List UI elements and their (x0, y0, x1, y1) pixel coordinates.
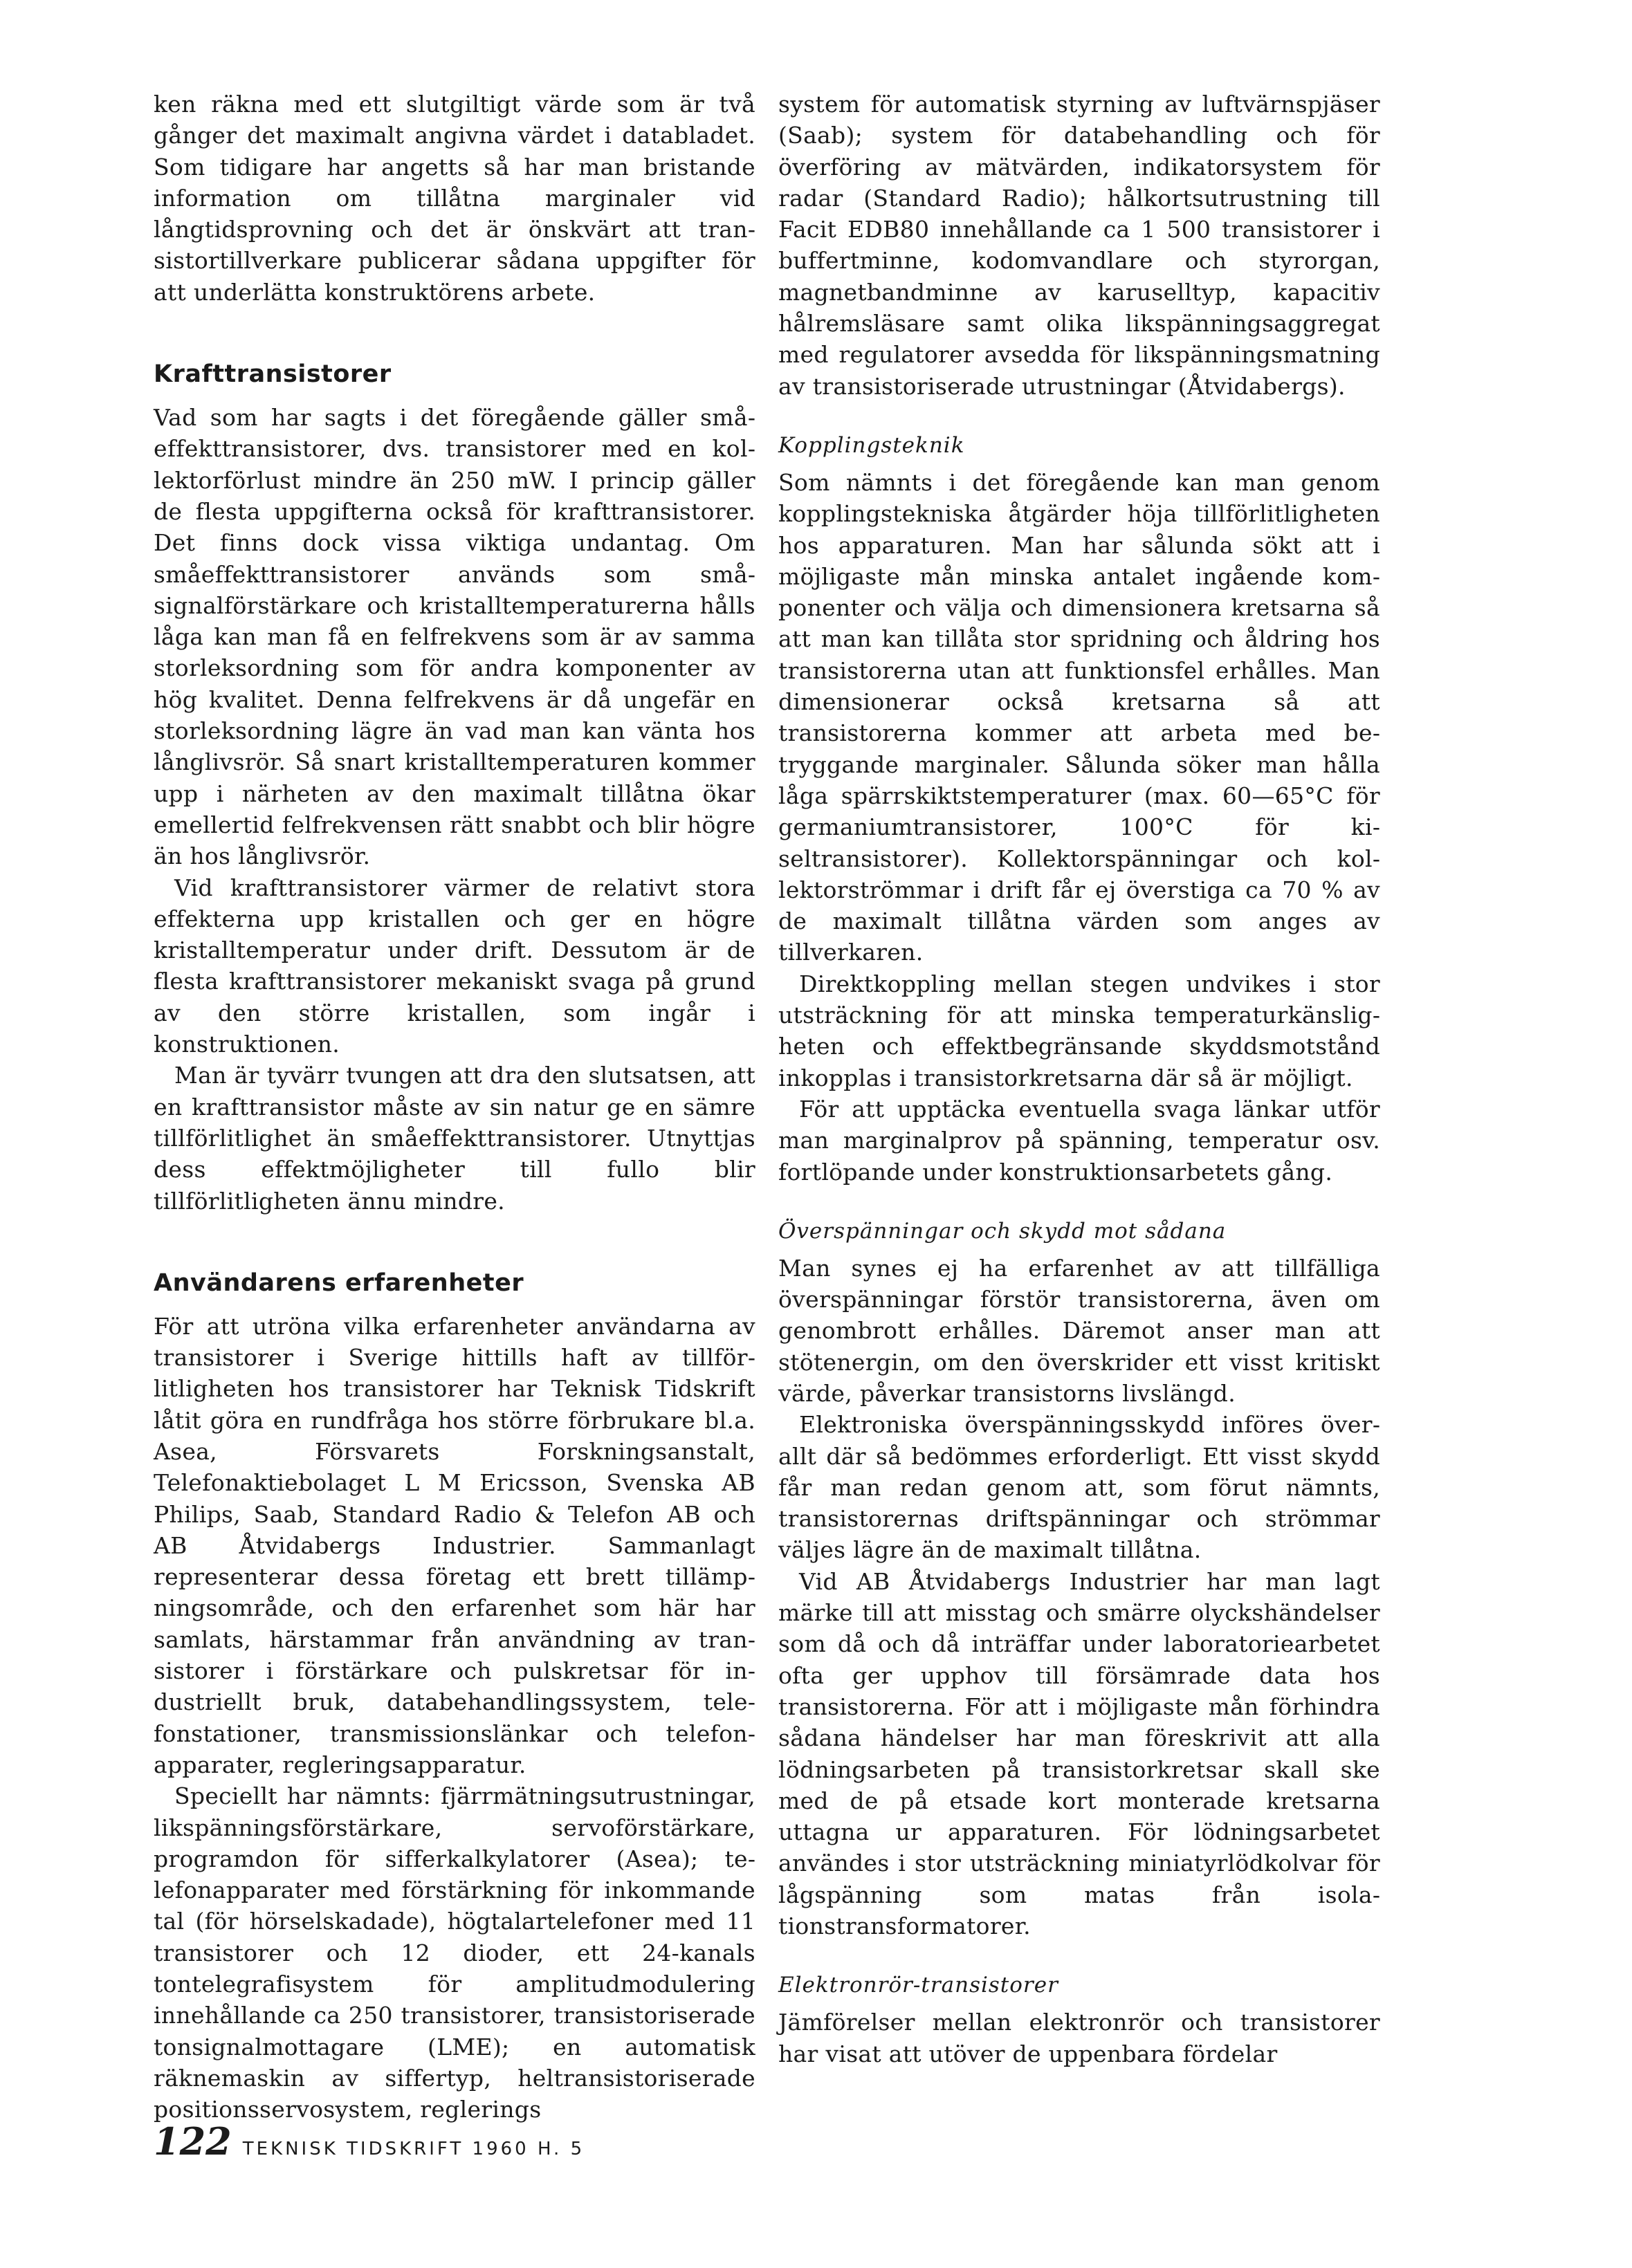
page-number: 122 (154, 2119, 232, 2164)
left-column (154, 89, 755, 2126)
paragraph: Speciellt har nämnts: fjärrmätningsutrustningar, likspänningsförstärkare, servoförstärkare, programdon för sifferkalkylatorer (Asea); telefonapparater med förstärkning för inkommande tal (för hörselskadade), högtalartelefoner med 11 transistorer och 12 dioder, ett 24-kanals tontelegrafisystem för amplitudmodulering innehållande ca 250 transistorer, transistoriserade tonsignalmottagare (LME); en automatisk räknemaskin av siffertyp, heltransistoriserade positionsservosystem, reglerings (154, 1782, 755, 2123)
paragraph: Vad som har sagts i det föregående gäller småeffekttransistorer, dvs. transistorer med en kollektorförlust mindre än 250 mW. I princip gäller de flesta uppgifterna också för krafttransistorer. Det finns dock vissa viktiga undantag. Om småeffekttransistorer används som småsignalförstärkare och kristalltemperaturerna hålls låga kan man få en felfrekvens som är av samma storleksordning som för andra komponenter av hög kvalitet. Denna felfrekvens är då ungefär en storleksordning lägre än vad man kan vänta hos långlivsrör. Så snart kristalltemperaturen kommer upp i närheten av den maximalt tillåtna ökar emellertid felfrekvensen rätt snabbt och blir högre än hos långlivsrör. (154, 404, 755, 870)
paragraph: Elektroniska överspänningsskydd införes överallt där så bedömmes erforderligt. Ett visst skydd får man redan genom att, som förut nämnts, transistorernas driftspänningar och strömmar väljes lägre än de maximalt tillåtna. (778, 1411, 1380, 1564)
paragraph: Man är tyvärr tvungen att dra den slutsatsen, att en krafttransistor måste av sin natur ge en sämre tillförlitlighet än småeffekttransistorer. Utnyttjas dess effektmöjligheter till fullo blir tillförlitligheten ännu mindre. (154, 1062, 755, 1215)
subheading-kopplingsteknik: Kopplingsteknik (778, 432, 965, 458)
paragraph: ken räkna med ett slutgiltigt värde som är två gånger det maximalt angivna värdet i databladet. Som tidigare har angetts så har man bristande information om tillåtna marginaler vid långtidsprovning och det är önskvärt att transistortillverkare publicerar sådana uppgifter för att underlätta konstruktörens arbete. (154, 91, 755, 306)
right-column (778, 89, 1380, 2069)
paragraph: För att upptäcka eventuella svaga länkar utför man marginalprov på spänning, temperatur osv. fortlöpande under konstruktionsarbetets gång. (778, 1095, 1380, 1186)
paragraph: system för automatisk styrning av luftvärnspjäser (Saab); system för databehandling och för överföring av mätvärden, indikatorsystem för radar (Standard Radio); hålkortsutrustning till Facit EDB80 innehållande ca 1 500 transistorer i buffertminne, kodomvandlare och styrorgan, magnetbandminne av karuselltyp, kapacitiv hålremsläsare samt olika likspänningsaggregat med regulatorer avsedda för likspänningsmatning av transistoriserade utrustningar (Åtvidabergs). (778, 91, 1380, 400)
journal-citation: TEKNISK TIDSKRIFT 1960 H. 5 (242, 2139, 585, 2159)
paragraph: Som nämnts i det föregående kan man genom kopplingstekniska åtgärder höja tillförlitligheten hos apparaturen. Man har sålunda sökt att i möjligaste mån minska antalet ingående komponenter och välja och dimensionera kretsarna så att man kan tillåta stor spridning och åldring hos transistorerna utan att funktionsfel erhålles. Man dimensionerar också kretsarna så att transistorerna kommer att arbeta med betryggande marginaler. Sålunda söker man hålla låga spärrskiktstemperaturer (max. 60—65°C för germaniumtransistorer, 100°C för kiseltransistorer). Kollektorspänningar och kollektorströmmar i drift får ej överstiga ca 70 % av de maximalt tillåtna värden som anges av tillverkaren. (778, 468, 1380, 966)
paragraph: Vid AB Åtvidabergs Industrier har man lagt märke till att misstag och smärre olyckshändelser som då och då inträffar under laboratoriearbetet ofta ger upphov till försämrade data hos transistorerna. För att i möjligaste mån förhindra sådana händelser har man föreskrivit att alla lödningsarbeten på transistorkretsar skall ske med de på etsade kort monterade kretsarna uttagna ur apparaturen. För lödningsarbetet användes i stor utsträckning miniatyrlödkolvar för lågspänning som matas från isolationstransformatorer. (778, 1567, 1380, 1940)
section-heading-anvandarens-erfarenheter: Användarens erfarenheter (154, 1269, 524, 1297)
paragraph: Vid krafttransistorer värmer de relativt stora effekterna upp kristallen och ger en högre kristalltemperatur under drift. Dessutom är de flesta krafttransistorer mekaniskt svaga på grund av den större kristallen, som ingår i konstruktionen. (154, 874, 755, 1058)
paragraph: Direktkoppling mellan stegen undvikes i stor utsträckning för att minska temperaturkänsligheten och effektbegränsande skyddsmotstånd inkopplas i transistorkretsarna där så är möjligt. (778, 970, 1380, 1091)
subheading-elektronror-transistorer: Elektronrör-transistorer (778, 1973, 1058, 1998)
section-heading-krafttransistorer: Krafttransistorer (154, 360, 392, 389)
paragraph: Man synes ej ha erfarenhet av att tillfälliga överspänningar förstör transistorerna, även om genombrott erhålles. Däremot anser man att stötenergin, om den överskrider ett visst kritiskt värde, påverkar transistorns livslängd. (778, 1254, 1380, 1407)
page-footer (154, 2121, 585, 2162)
subheading-overspanningar: Överspänningar och skydd mot sådana (778, 1218, 1227, 1244)
paragraph: Jämförelser mellan elektronrör och transistorer har visat att utöver de uppenbara fördelar (778, 2009, 1380, 2067)
paragraph: För att utröna vilka erfarenheter användarna av transistorer i Sverige hittills haft av tillförlitligheten hos transistorer har Teknisk Tidskrift låtit göra en rundfråga hos större förbrukare bl.a. Asea, Försvarets Forskningsanstalt, Telefonaktiebolaget L M Ericsson, Svenska AB Philips, Saab, Standard Radio & Telefon AB och AB Åtvidabergs Industrier. Sammanlagt representerar dessa företag ett brett tillämpningsområde, och den erfarenhet som här har samlats, härstammar från användning av transistorer i förstärkare och pulskretsar för industriellt bruk, databehandlingssystem, telefonstationer, transmissionslänkar och telefonapparater, regleringsapparatur. (154, 1312, 755, 1778)
